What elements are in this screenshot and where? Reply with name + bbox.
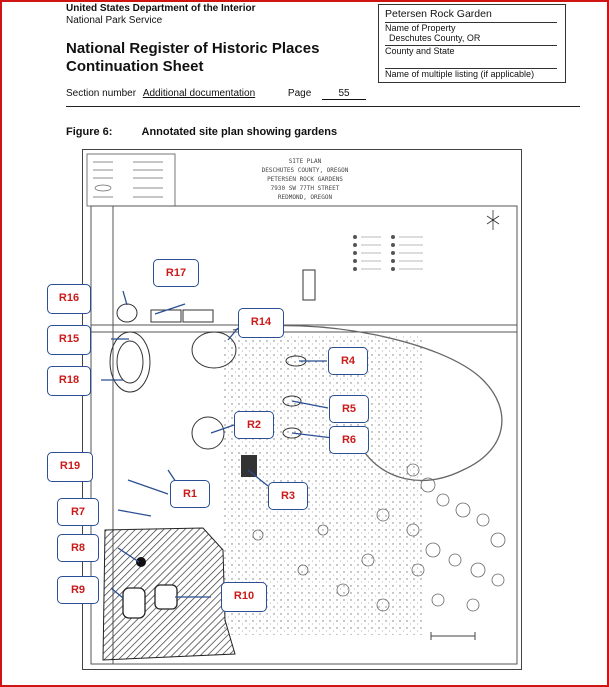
header-rule (66, 106, 580, 107)
callout-label: R1 (182, 488, 198, 500)
callout-r10[interactable] (221, 582, 267, 612)
legend-marks (93, 162, 163, 197)
section-label: Section number (66, 88, 137, 99)
callout-label: R3 (280, 490, 296, 502)
property-box (378, 4, 566, 83)
page-title: National Register of Historic Places (66, 40, 320, 57)
callout-r14[interactable] (238, 308, 284, 338)
site-plan-subtitle: REDMOND, OREGON (277, 194, 333, 201)
figure-label: Figure 6: (66, 126, 113, 138)
site-plan-subtitle: PETERSEN ROCK GARDENS (267, 176, 343, 183)
property-name: Petersen Rock Garden (385, 8, 492, 20)
callout-r2[interactable] (234, 411, 274, 439)
callout-label: R19 (59, 460, 81, 472)
callout-label: R5 (341, 403, 357, 415)
callout-label: R14 (250, 316, 272, 328)
callout-label: R17 (165, 267, 187, 279)
callout-r16[interactable] (47, 284, 91, 314)
callout-r9[interactable] (57, 576, 99, 604)
callout-label: R15 (58, 333, 80, 345)
county-state-label: County and State (385, 46, 455, 56)
page-subtitle: Continuation Sheet (66, 58, 204, 75)
county-value: Deschutes County, OR (389, 33, 481, 43)
scale-bar (431, 632, 475, 640)
section-value: Additional documentation (142, 88, 256, 99)
callout-r8[interactable] (57, 534, 99, 562)
callout-label: R7 (70, 506, 86, 518)
name-of-property-label: Name of Property (385, 23, 456, 33)
site-plan-title-block (262, 158, 349, 201)
callout-r18[interactable] (47, 366, 91, 396)
callout-r3[interactable] (268, 482, 308, 510)
callout-r15[interactable] (47, 325, 91, 355)
callout-label: R8 (70, 542, 86, 554)
site-plan-subtitle: DESCHUTES COUNTY, OREGON (261, 167, 349, 174)
callout-label: R2 (246, 419, 262, 431)
page-label: Page (287, 88, 312, 99)
figure-caption-text: Annotated site plan showing gardens (141, 126, 338, 138)
callout-label: R16 (58, 292, 80, 304)
callout-label: R9 (70, 584, 86, 596)
site-plan-map (58, 149, 522, 670)
callout-label: R4 (340, 355, 356, 367)
service-name: National Park Service (66, 15, 163, 26)
page-number: 55 (322, 88, 366, 100)
callout-r17[interactable] (153, 259, 199, 287)
north-arrow-icon (487, 210, 499, 230)
site-plan-title: SITE PLAN (288, 158, 322, 165)
site-plan-subtitle: 7930 SW 77TH STREET (270, 185, 340, 192)
multiple-listing-label: Name of multiple listing (if applicable) (385, 69, 535, 79)
callout-r1[interactable] (170, 480, 210, 508)
callout-r5[interactable] (329, 395, 369, 423)
callout-r4[interactable] (328, 347, 368, 375)
site-plan-drawing (83, 150, 521, 669)
callout-r7[interactable] (57, 498, 99, 526)
figure-caption (66, 126, 337, 138)
agency-name: United States Department of the Interior (66, 3, 256, 14)
callout-label: R10 (233, 590, 255, 602)
callout-r19[interactable] (47, 452, 93, 482)
garden-feature-dark (241, 455, 257, 477)
section-row (66, 88, 366, 100)
callout-label: R18 (58, 374, 80, 386)
pond-marker (136, 557, 146, 567)
callout-r6[interactable] (329, 426, 369, 454)
callout-label: R6 (341, 434, 357, 446)
